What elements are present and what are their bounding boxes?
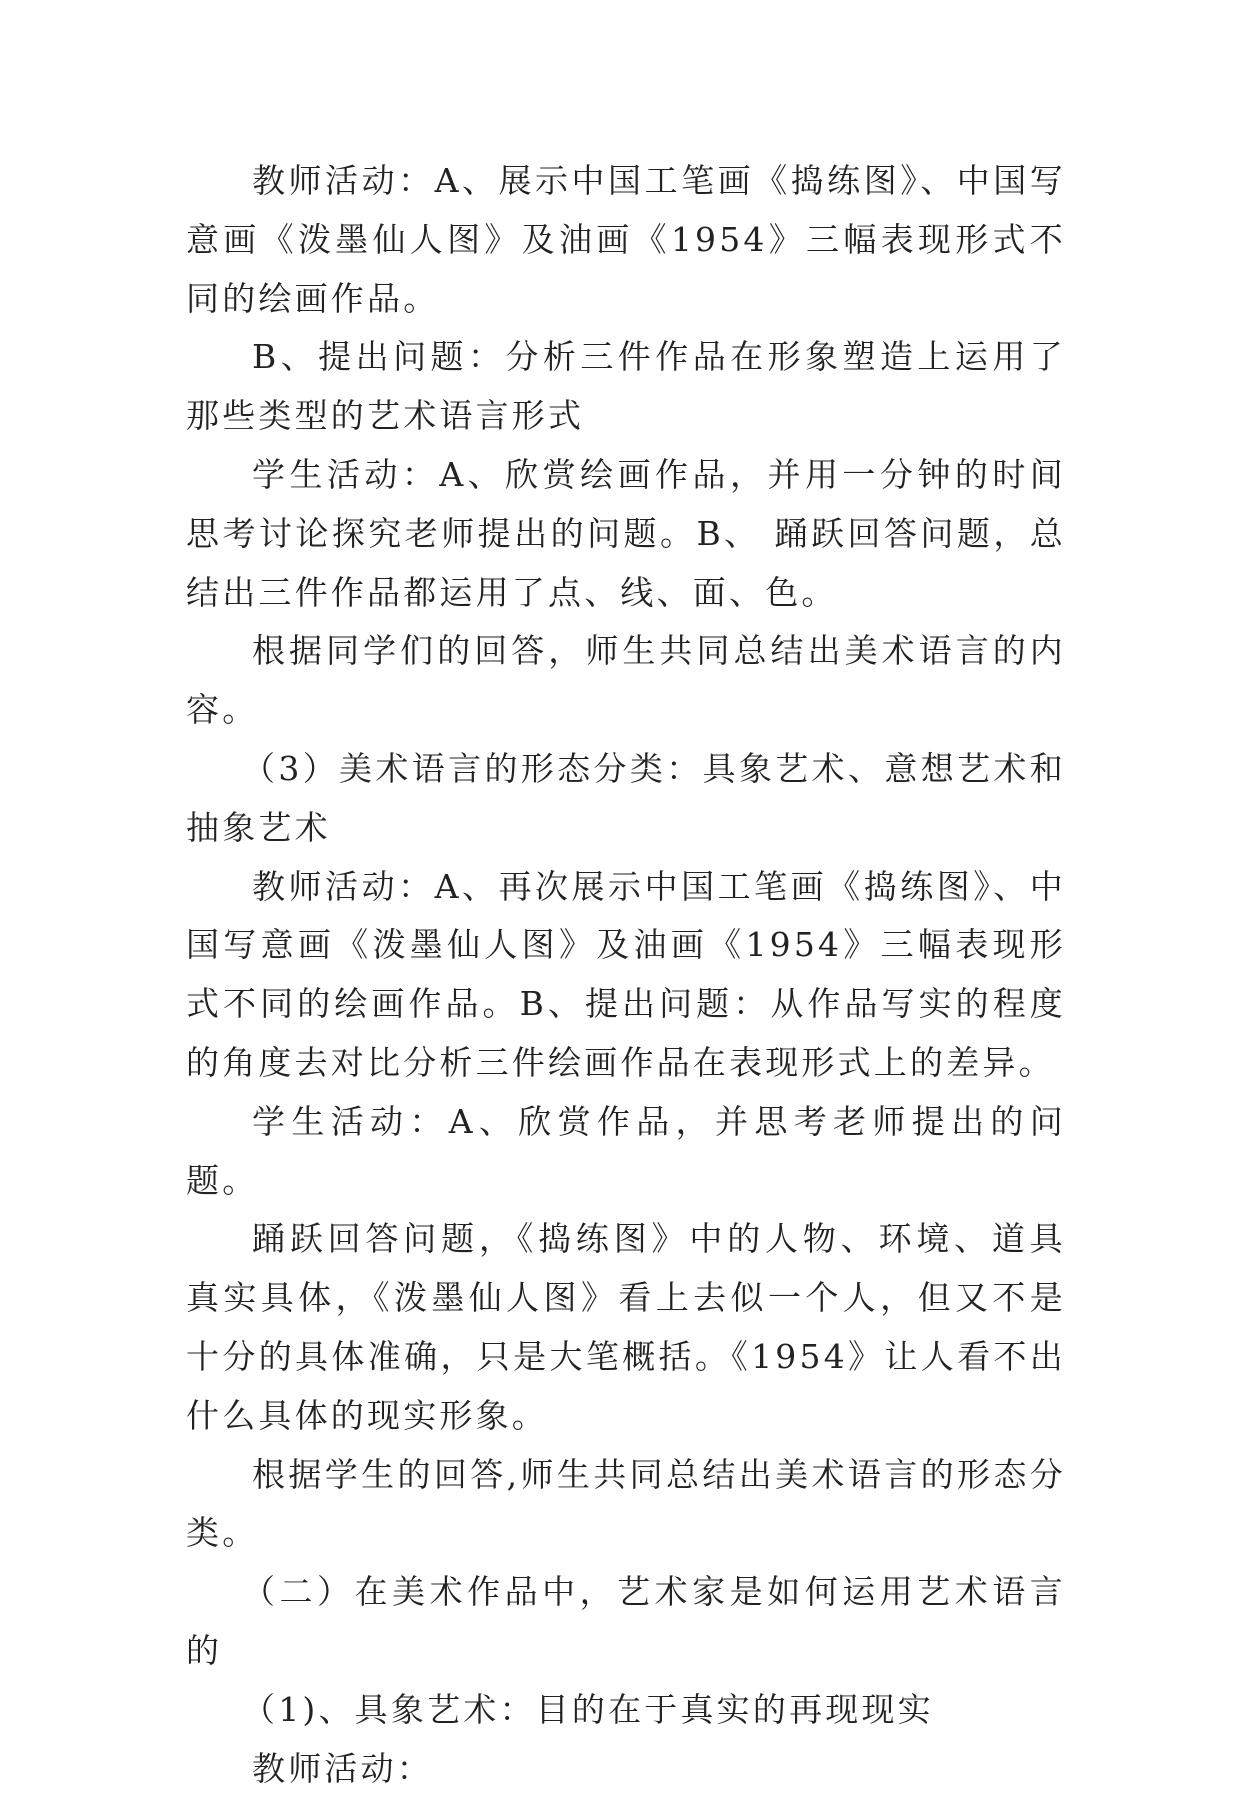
paragraph-section-3-heading: （3）美术语言的形态分类：具象艺术、意想艺术和抽象艺术 [186,748,1066,847]
paragraph-summary-1: 根据同学们的回答，师生共同总结出美术语言的内容。 [186,631,1066,730]
paragraph-teacher-activity-1: 教师活动：A、展示中国工笔画《捣练图》、中国写意画《泼墨仙人图》及油画《1954》三幅表现形式不同的绘画作品。 [186,161,1066,318]
paragraph-student-answer: 踊跃回答问题，《捣练图》中的人物、环境、道具真实具体，《泼墨仙人图》看上去似一个人，但又不是十分的具体准确，只是大笔概括。《1954》让人看不出什么具体的现实形象。 [186,1219,1066,1435]
paragraph-summary-2: 根据学生的回答,师生共同总结出美术语言的形态分类。 [186,1454,1066,1553]
paragraph-question-b: B、提出问题：分析三件作品在形象塑造上运用了那些类型的艺术语言形式 [186,337,1066,436]
paragraph-section-2-heading: （二）在美术作品中，艺术家是如何运用艺术语言的 [186,1572,1066,1670]
paragraph-teacher-activity-3: 教师活动： [252,1748,433,1788]
paragraph-student-activity-1: 学生活动：A、欣赏绘画作品，并用一分钟的时间思考讨论探究老师提出的问题。B、 踊跃回答问题，总结出三件作品都运用了点、线、面、色。 [186,454,1066,612]
paragraph-subsection-1-heading: （1)、具象艺术：目的在于真实的再现现实 [242,1689,934,1729]
document-body [186,152,1066,1798]
paragraph-student-activity-2: 学生活动：A、欣赏作品，并思考老师提出的问题。 [186,1101,1066,1200]
paragraph-teacher-activity-2: 教师活动：A、再次展示中国工笔画《捣练图》、中国写意画《泼墨仙人图》及油画《1954》三幅表现形式不同的绘画作品。B、提出问题：从作品写实的程度的角度去对比分析三件绘画作品在表现形式上的差异。 [186,866,1066,1082]
